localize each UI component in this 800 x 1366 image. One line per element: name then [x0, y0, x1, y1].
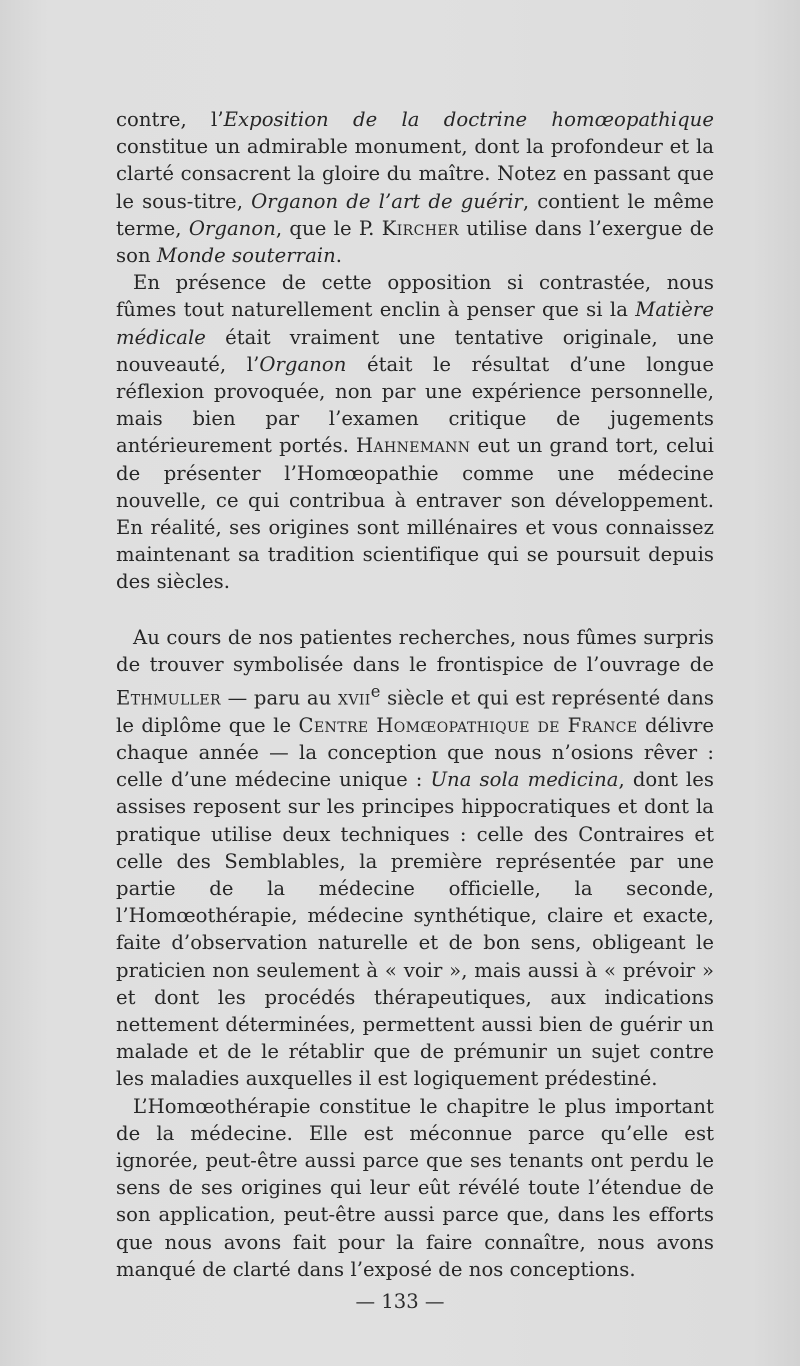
italic-text: Monde souterrain — [156, 244, 336, 268]
small-caps-text: Centre Homœopathique de France — [298, 713, 638, 737]
small-caps-text: xvii — [337, 686, 371, 710]
italic-text: Exposition de la doctrine homœopathique — [223, 108, 714, 131]
italic-text: Organon de l’art de guérir — [251, 189, 523, 213]
text-run: En présence de cette opposition si contrastée, nous fûmes tout naturellement enclin à penser que si la — [116, 271, 714, 322]
italic-text: Organon — [259, 352, 347, 376]
text-run: siècle et qui est représenté dans le diplôme que le — [116, 686, 714, 737]
paragraph — [116, 624, 714, 1093]
text-run: . — [335, 244, 343, 268]
text-run: était le résultat d’une longue réflexion provoquée, non par une expérience personnelle, mais bien par l’examen critique de jugements antérieurement portés. — [116, 352, 714, 458]
paragraph — [116, 106, 714, 269]
text-run: , contient le même terme, — [116, 189, 714, 240]
superscript-text: e — [370, 682, 381, 702]
small-caps-text: Kircher — [381, 216, 459, 240]
italic-text: Organon — [188, 216, 276, 240]
text-run: , que le P. — [275, 216, 382, 240]
italic-text: Matière médicale — [116, 298, 714, 349]
italic-text: Una sola medicina — [430, 768, 619, 792]
text-run: , dont les assises reposent sur les principes hippocratiques et dont la pratique utilise deux techniques : celle des Contraires et celle des Semblables, la première représentée par une partie de la médecine officielle, la seconde, l’Homœothérapie, médecine synthétique, claire et exacte, faite d’observation naturelle et de bon sens, obligeant le praticien non seulement à « voir », mais aussi à « prévoir » et dont les procédés thérapeutiques, aux indications nettement déterminées, permettent aussi bien de guérir un malade et de le rétablir que de prémunir un sujet contre les maladies auxquelles il est logiquement prédestiné. — [116, 768, 714, 1091]
text-run: délivre chaque année — la conception que nous n’osions rêver : celle d’une médecine unique : — [116, 713, 715, 792]
paragraph — [116, 1093, 714, 1283]
text-run: utilise dans l’exergue de son — [116, 216, 714, 268]
text-run: Au cours de nos patientes recherches, nous fûmes surpris de trouver symbolisée dans le frontispice de l’ouvrage de — [116, 625, 714, 676]
small-caps-text: Hahnemann — [356, 434, 471, 458]
page-number: — 133 — — [355, 1290, 445, 1313]
small-caps-text: Ethmuller — [116, 686, 221, 710]
paragraph — [116, 269, 714, 595]
text-run: constitue un admirable monument, dont la profondeur et la clarté consacrent la gloire du maître. Notez en passant que le sous-titre, — [116, 135, 714, 213]
text-run: eut un grand tort, celui de présenter l’Homœopathie comme une médecine nouvelle, ce qui contribua à entraver son développement. En réalité, ses origines sont millénaires et vous connaissez maintenant sa tradition scientifique qui se poursuit depuis des siècles. — [116, 434, 714, 594]
body-text — [116, 106, 714, 1283]
text-run: L’Homœothérapie constitue le chapitre le plus important de la médecine. Elle est méconnue parce qu’elle est ignorée, peut-être aussi parce que ses tenants ont perdu le sens de ses origines qui leur eût révélé toute l’étendue de son application, peut-être aussi parce que, dans les efforts que nous avons fait pour la faire connaître, nous avons manqué de clarté dans l’exposé de nos conceptions. — [116, 1094, 714, 1281]
text-run: était vraiment une tentative originale, une nouveauté, l’ — [116, 325, 714, 376]
text-run: contre, l’ — [116, 108, 224, 131]
text-run: — paru au — [220, 686, 338, 710]
